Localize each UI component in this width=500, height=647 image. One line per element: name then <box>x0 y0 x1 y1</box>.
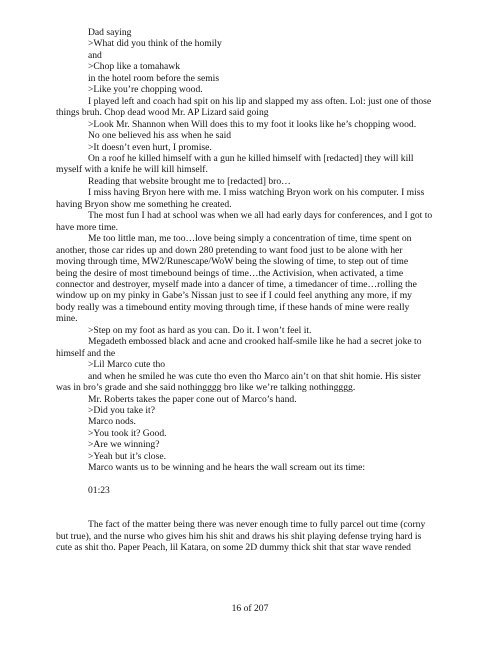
text-line: have more time. <box>56 221 119 233</box>
text-line: cute as shit tho. Paper Peach, lil Katara, on some 2D dummy thick shit that star wave rended <box>56 542 411 554</box>
text-line: connector and destroyer, myself made into a dancer of time, a timedancer of time…rolling the <box>56 278 417 290</box>
text-line: >Lil Marco cute tho <box>88 359 166 371</box>
timestamp-line: 01:23 <box>88 485 110 497</box>
text-line: Mr. Roberts takes the paper cone out of Marco’s hand. <box>88 393 297 405</box>
blank-line <box>56 497 444 520</box>
text-line: On a roof he killed himself with a gun he killed himself with [redacted] they will kill <box>88 152 414 164</box>
text-line: moving through time, MW2/Runescape/WoW being the slowing of time, to step out of time <box>56 256 409 268</box>
text-line: things bruh. Chop dead wood Mr. AP Lizard said going <box>56 107 269 119</box>
text-line: myself with a knife he will kill himself. <box>56 164 208 176</box>
text-line: Dad saying <box>88 27 132 38</box>
text-line: >Are we winning? <box>88 439 160 451</box>
text-line: mine. <box>56 313 78 325</box>
text-line: >Did you take it? <box>88 404 155 416</box>
text-line: himself and the <box>56 347 116 359</box>
text-line: >Step on my foot as hard as you can. Do it. I won’t feel it. <box>88 324 312 336</box>
text-line: and <box>88 49 102 61</box>
text-line: No one believed his ass when he said <box>88 130 232 142</box>
text-line: Reading that website brought me to [redacted] bro… <box>88 175 291 187</box>
text-line: The most fun I had at school was when we all had early days for conferences, and I got to <box>88 210 433 222</box>
text-line: I miss having Bryon here with me. I miss watching Bryon work on his computer. I miss <box>88 187 425 199</box>
text-line: >It doesn’t even hurt, I promise. <box>88 141 212 153</box>
text-line: >You took it? Good. <box>88 427 167 439</box>
text-line: window up on my pinky in Gabe’s Nissan just to see if I could feel anything any more, if my <box>56 290 412 302</box>
text-line: >Look Mr. Shannon when Will does this to my foot it looks like he’s chopping wood. <box>88 118 417 130</box>
text-line: Marco nods. <box>88 416 136 428</box>
blank-line <box>56 474 444 485</box>
text-line: >Chop like a tomahawk <box>88 61 181 73</box>
text-line: >What did you think of the homily <box>88 38 222 50</box>
text-line: >Yeah but it’s close. <box>88 450 166 462</box>
text-line: Marco wants us to be winning and he hears the wall scream out its time: <box>88 462 366 474</box>
text-line: and when he smiled he was cute tho even tho Marco ain’t on that shit homie. His sister <box>88 370 421 382</box>
text-line: I played left and coach had spit on his lip and slapped my ass often. Lol: just one of those <box>88 95 432 107</box>
text-line: having Bryon show me something he created. <box>56 198 232 210</box>
text-line: Me too little man, me too…love being simply a concentration of time, time spent on <box>88 233 412 245</box>
text-line: being the desire of most timebound beings of time…the Activision, when activated, a time <box>56 267 404 279</box>
text-line: Megadeth embossed black and acne and crooked half-smile like he had a secret joke to <box>88 336 422 348</box>
text-line: The fact of the matter being there was never enough time to fully parcel out time (corny <box>88 519 426 531</box>
text-line: in the hotel room before the semis <box>88 72 220 84</box>
text-line: another, those car rides up and down 280 pretending to want food just to be alone with her <box>56 244 403 256</box>
text-line: body really was a timebound entity moving through time, if these hands of mine were really <box>56 301 410 313</box>
text-line: but true), and the nurse who gives him his shit and draws his shit playing defense trying hard is <box>56 530 422 542</box>
text-line: was in bro’s grade and she said nothingggg bro like we’re talking nothingggg. <box>56 382 356 394</box>
page-number: 16 of 207 <box>231 603 269 614</box>
text-line: >Like you’re chopping wood. <box>88 84 203 96</box>
